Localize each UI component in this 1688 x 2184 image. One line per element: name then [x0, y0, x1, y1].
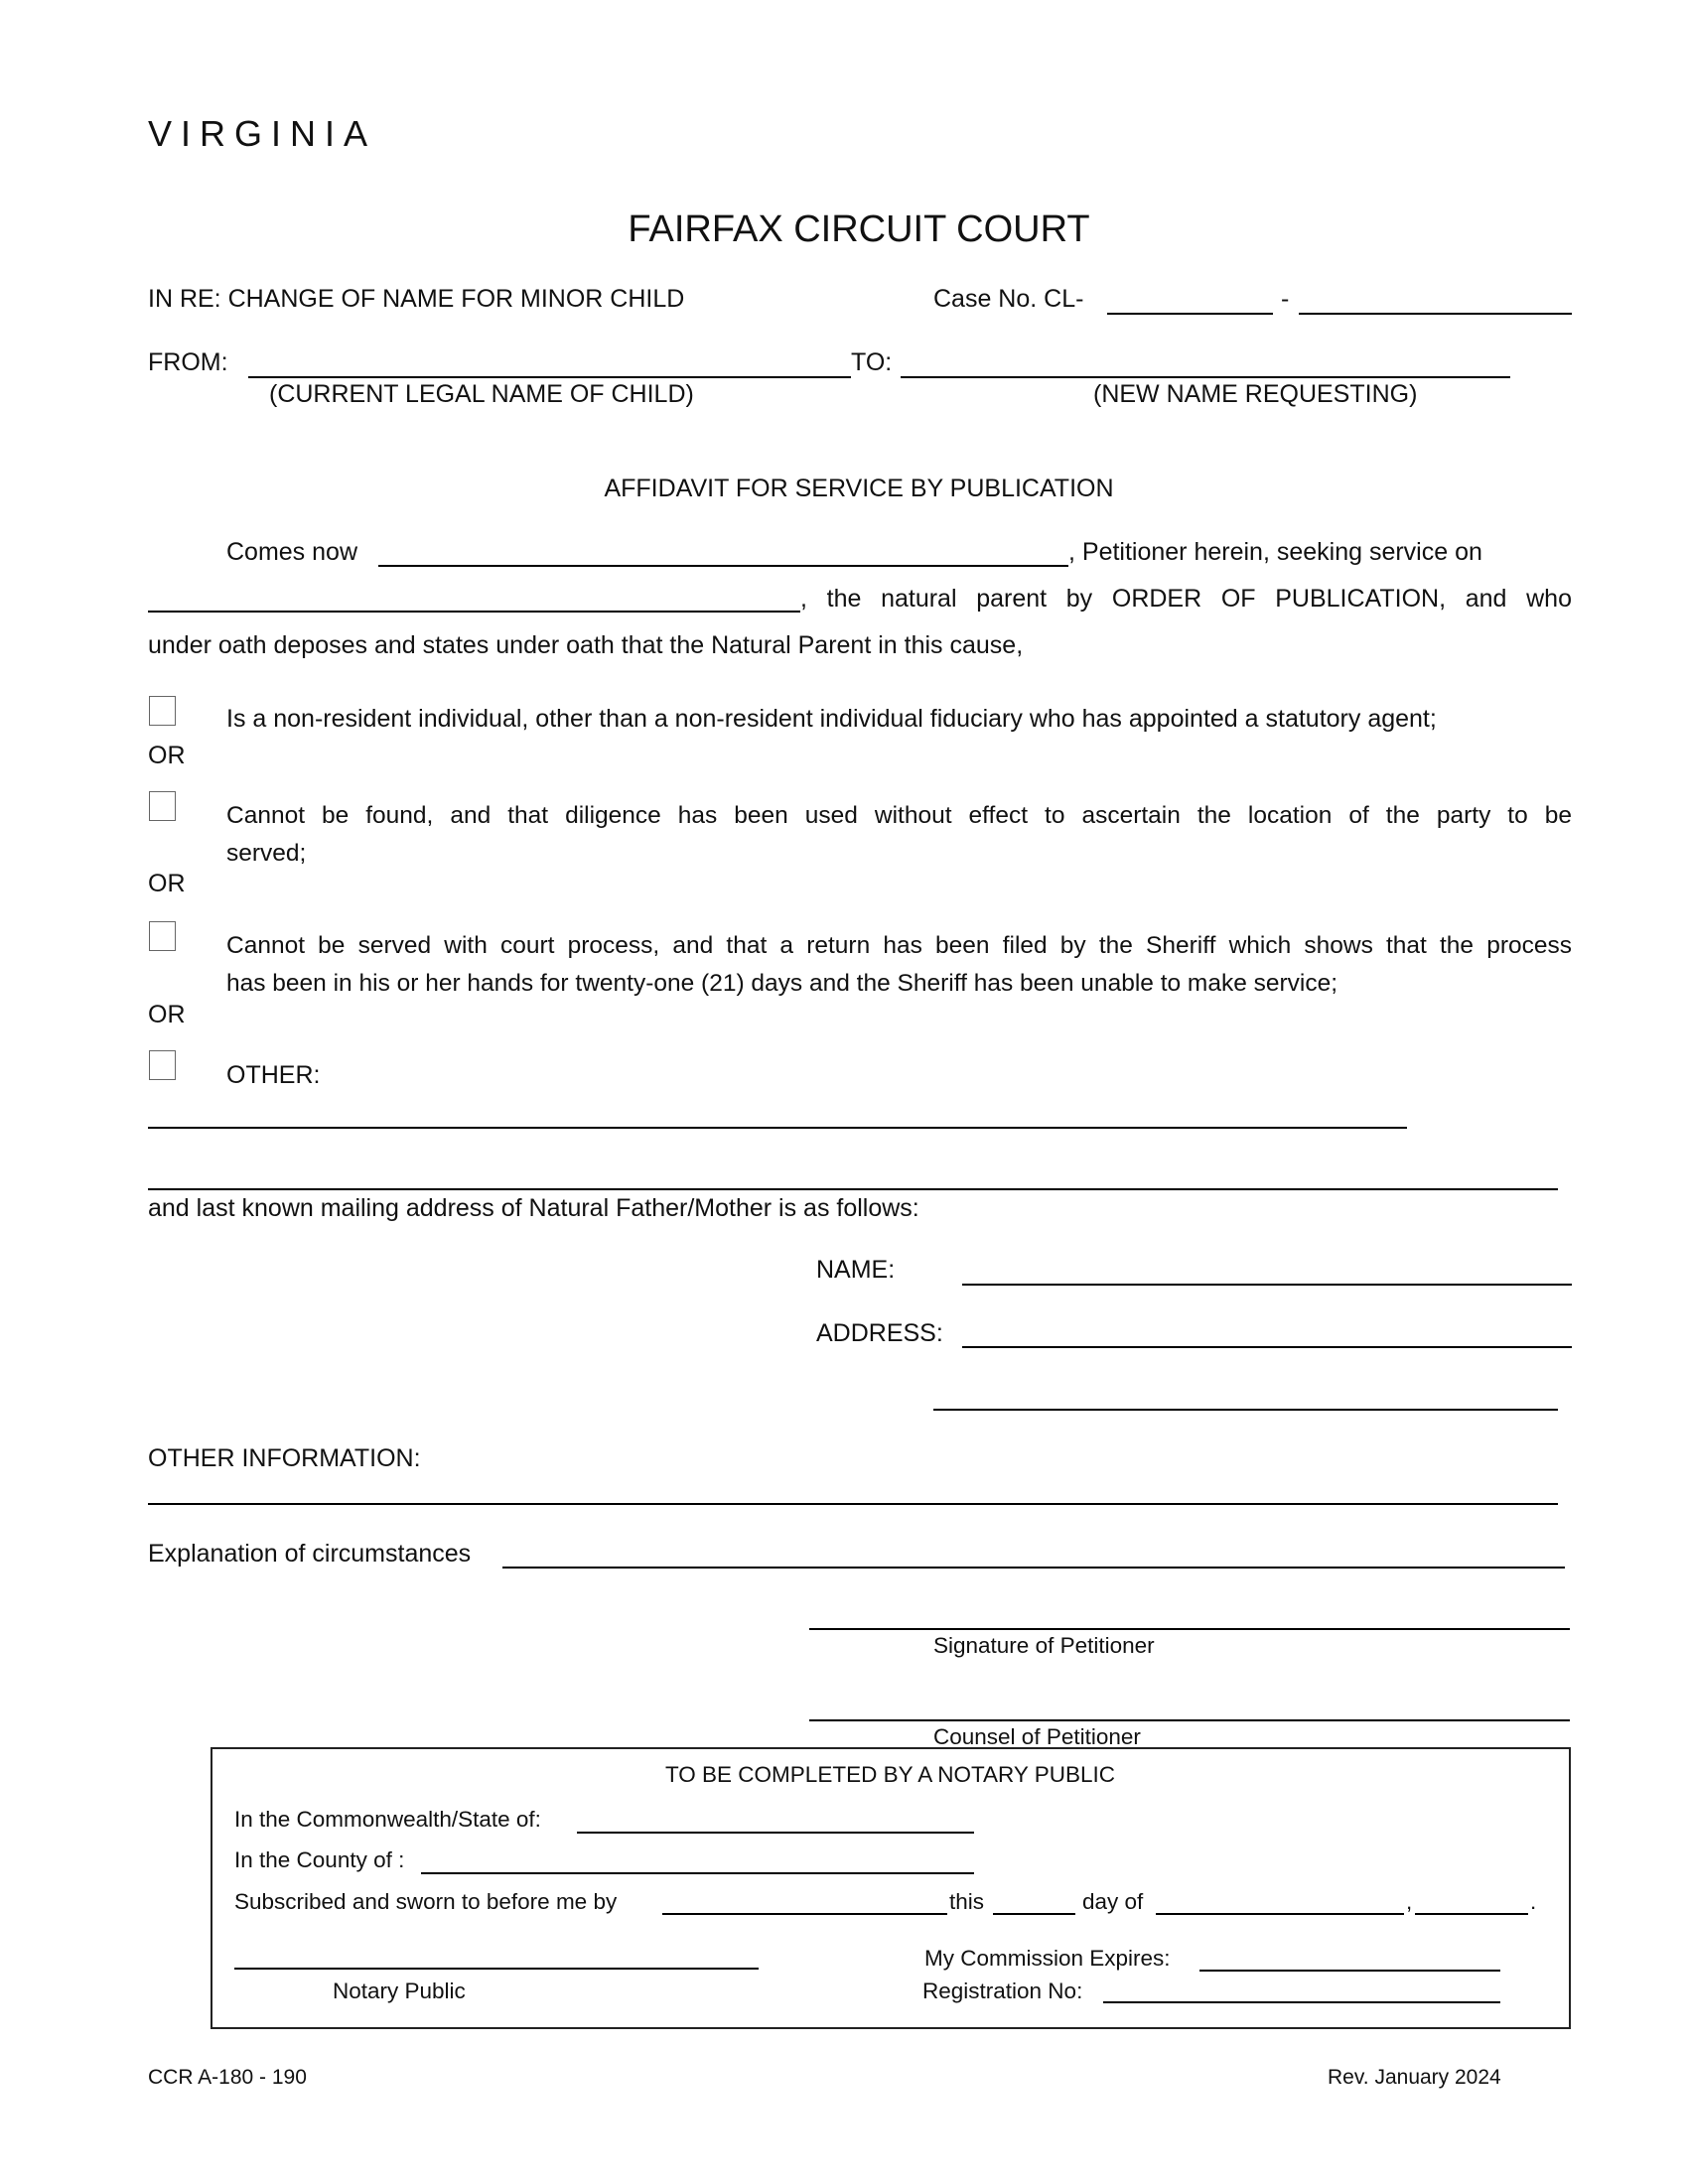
date-period: .	[1530, 1889, 1537, 1914]
day-field[interactable]	[993, 1913, 1075, 1915]
affidavit-title: AFFIDAVIT FOR SERVICE BY PUBLICATION	[604, 475, 1114, 502]
registration-number-field[interactable]	[1103, 2001, 1500, 2003]
petitioner-name-field[interactable]	[378, 565, 1068, 567]
natural-parent-suffix-text: , the natural parent by ORDER OF PUBLICATION, and who	[800, 585, 1572, 613]
revision-date: Rev. January 2024	[1328, 2066, 1501, 2089]
petitioner-signature-field[interactable]	[809, 1628, 1570, 1630]
non-resident-checkbox[interactable]	[149, 696, 176, 726]
court-heading: FAIRFAX CIRCUIT COURT	[628, 208, 1090, 250]
counsel-signature-label: Counsel of Petitioner	[933, 1724, 1141, 1749]
cannot-be-found-option-text	[226, 797, 1572, 872]
explanation-field[interactable]	[502, 1567, 1565, 1569]
current-name-field[interactable]	[248, 376, 851, 378]
or-separator: OR	[148, 870, 186, 897]
commission-expires-field[interactable]	[1199, 1970, 1500, 1972]
subscribed-label: Subscribed and sworn to before me by	[234, 1889, 618, 1914]
natural-parent-name-field[interactable]	[148, 611, 800, 613]
comes-now-text: Comes now	[226, 538, 357, 566]
year-field[interactable]	[1415, 1913, 1528, 1915]
case-no-number-field[interactable]	[1299, 313, 1572, 315]
day-of-label: day of	[1082, 1889, 1144, 1914]
cannot-be-served-option-text	[226, 927, 1572, 1002]
registration-number-label: Registration No:	[922, 1979, 1083, 2003]
other-checkbox[interactable]	[149, 1050, 176, 1080]
subscriber-name-field[interactable]	[662, 1913, 947, 1915]
option-line: has been in his or her hands for twenty-one (21) days and the Sheriff has been unable to make service;	[226, 969, 1338, 997]
case-no-dash: -	[1281, 285, 1290, 313]
new-name-caption: (NEW NAME REQUESTING)	[1093, 380, 1418, 408]
option-line: served;	[226, 839, 307, 867]
state-heading: VIRGINIA	[148, 113, 377, 154]
cannot-be-found-checkbox[interactable]	[149, 791, 176, 821]
commonwealth-field[interactable]	[577, 1832, 974, 1834]
deposes-text: under oath deposes and states under oath that the Natural Parent in this cause,	[148, 631, 1024, 659]
from-label: FROM:	[148, 348, 228, 376]
mailing-address-intro: and last known mailing address of Natural Father/Mother is as follows:	[148, 1194, 919, 1222]
petitioner-signature-label: Signature of Petitioner	[933, 1633, 1155, 1658]
other-information-field[interactable]	[148, 1503, 1558, 1505]
parent-address-label: ADDRESS:	[816, 1319, 943, 1347]
parent-name-label: NAME:	[816, 1256, 896, 1284]
other-information-label: OTHER INFORMATION:	[148, 1444, 421, 1472]
form-number: CCR A-180 - 190	[148, 2066, 307, 2089]
case-no-label: Case No. CL-	[933, 285, 1084, 313]
cannot-be-served-checkbox[interactable]	[149, 921, 176, 951]
date-comma: ,	[1406, 1889, 1413, 1914]
commonwealth-label: In the Commonwealth/State of:	[234, 1807, 541, 1832]
petitioner-suffix-text: , Petitioner herein, seeking service on	[1068, 538, 1482, 566]
this-label: this	[949, 1889, 985, 1914]
other-option-label: OTHER:	[226, 1061, 321, 1089]
current-name-caption: (CURRENT LEGAL NAME OF CHILD)	[269, 380, 694, 408]
other-explanation-field-2[interactable]	[148, 1188, 1558, 1190]
parent-address-field-1[interactable]	[962, 1346, 1572, 1348]
option-line: Cannot be found, and that diligence has been used without effect to ascertain the location of the party to be	[226, 802, 1572, 829]
county-field[interactable]	[421, 1872, 974, 1874]
to-label: TO:	[851, 348, 893, 376]
notary-section	[211, 1747, 1571, 2029]
county-label: In the County of :	[234, 1847, 405, 1872]
notary-heading: TO BE COMPLETED BY A NOTARY PUBLIC	[664, 1762, 1116, 1787]
parent-address-field-2[interactable]	[933, 1409, 1558, 1411]
new-name-field[interactable]	[901, 376, 1510, 378]
month-field[interactable]	[1156, 1913, 1404, 1915]
option-line: Cannot be served with court process, and that a return has been filed by the Sheriff which shows that the process	[226, 932, 1572, 959]
non-resident-option-text: Is a non-resident individual, other than a non-resident individual fiduciary who has appointed a statutory agent;	[226, 705, 1437, 733]
or-separator: OR	[148, 742, 186, 769]
parent-name-field[interactable]	[962, 1284, 1572, 1286]
commission-expires-label: My Commission Expires:	[924, 1946, 1171, 1971]
explanation-label: Explanation of circumstances	[148, 1540, 472, 1568]
in-re-caption: IN RE: CHANGE OF NAME FOR MINOR CHILD	[148, 285, 685, 313]
or-separator: OR	[148, 1001, 186, 1028]
other-explanation-field-1[interactable]	[148, 1127, 1407, 1129]
case-no-year-field[interactable]	[1107, 313, 1273, 315]
notary-signature-field[interactable]	[234, 1968, 759, 1970]
counsel-signature-field[interactable]	[809, 1719, 1570, 1721]
notary-public-label: Notary Public	[333, 1979, 466, 2003]
